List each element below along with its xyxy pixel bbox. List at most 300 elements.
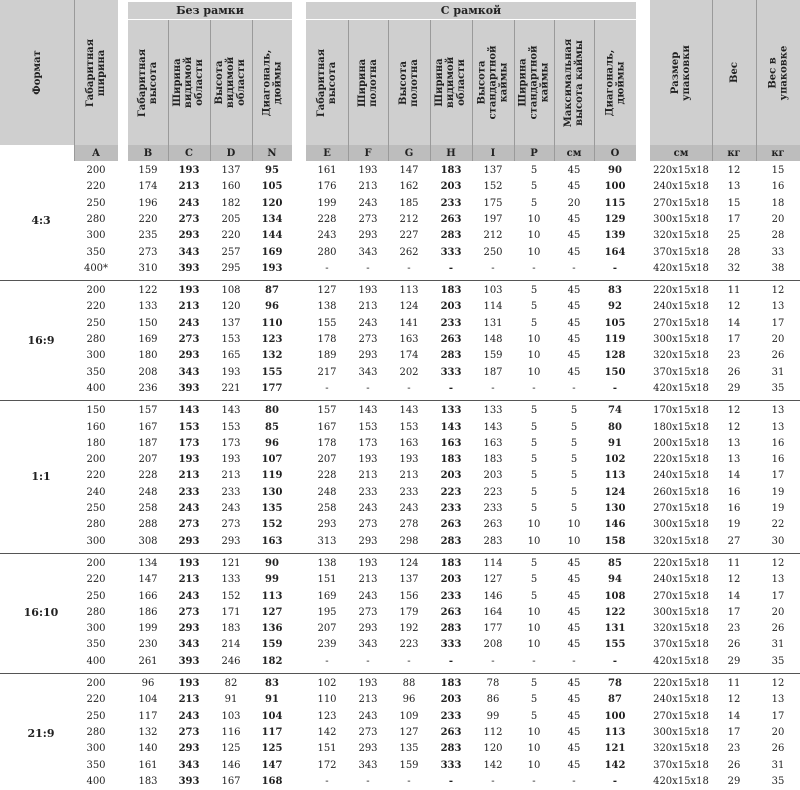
table-cell: 343 bbox=[178, 639, 200, 651]
table-cell: 193 bbox=[178, 557, 200, 569]
table-cell: 273 bbox=[178, 606, 200, 618]
table-cell: 350 bbox=[86, 246, 106, 258]
table-cell: 14 bbox=[727, 590, 741, 602]
col-P-header: Ширина стандартной каймы bbox=[517, 45, 551, 120]
table-cell: 113 bbox=[604, 470, 626, 482]
table-cell: 45 bbox=[567, 317, 581, 329]
table-cell: 333 bbox=[440, 639, 462, 651]
table-cell: 45 bbox=[567, 301, 581, 313]
table-cell: 12 bbox=[771, 285, 785, 297]
table-cell: 236 bbox=[138, 382, 158, 394]
group-no-frame: Без рамки bbox=[128, 2, 292, 19]
format-label: 4:3 bbox=[31, 213, 51, 227]
table-cell: 157 bbox=[138, 405, 158, 417]
table-cell: - bbox=[572, 382, 576, 394]
table-cell: 193 bbox=[399, 454, 419, 466]
table-cell: - bbox=[325, 262, 329, 274]
table-cell: 220 bbox=[86, 181, 106, 193]
table-cell: 45 bbox=[567, 350, 581, 362]
table-cell: 164 bbox=[483, 606, 503, 618]
col-weight-pack-header: Вес в упаковке bbox=[767, 45, 789, 100]
table-cell: 313 bbox=[317, 535, 337, 547]
table-cell: 167 bbox=[221, 775, 241, 787]
table-cell: 96 bbox=[141, 678, 155, 689]
table-cell: 5 bbox=[530, 421, 538, 433]
table-cell: 300x15x18 bbox=[653, 606, 709, 618]
col-G-header: Высота полотна bbox=[398, 58, 421, 107]
column-code: N bbox=[252, 145, 292, 161]
table-cell: 5 bbox=[530, 590, 538, 602]
table-cell: 10 bbox=[527, 639, 541, 651]
table-cell: 127 bbox=[483, 574, 503, 586]
table-cell: 220x15x18 bbox=[653, 165, 709, 176]
table-cell: 213 bbox=[399, 470, 419, 482]
table-cell: 180 bbox=[86, 437, 106, 449]
table-cell: 163 bbox=[440, 437, 462, 449]
table-cell: 143 bbox=[440, 421, 462, 433]
table-cell: 103 bbox=[221, 710, 241, 722]
table-cell: - bbox=[532, 775, 536, 787]
table-cell: 300 bbox=[86, 743, 106, 755]
table-cell: 273 bbox=[178, 519, 200, 531]
column-separator bbox=[388, 20, 389, 161]
column-code: H bbox=[430, 145, 472, 161]
table-cell: 320x15x18 bbox=[653, 535, 709, 547]
table-cell: 179 bbox=[399, 606, 419, 618]
table-cell: 142 bbox=[317, 726, 337, 738]
table-cell: 243 bbox=[399, 503, 419, 514]
table-cell: 273 bbox=[178, 726, 200, 738]
table-cell: 10 bbox=[527, 535, 541, 547]
table-cell: - bbox=[612, 775, 618, 787]
table-cell: 183 bbox=[483, 454, 503, 466]
col-weight-header: Вес bbox=[728, 62, 740, 83]
table-cell: 5 bbox=[530, 285, 538, 297]
table-cell: 243 bbox=[178, 710, 200, 722]
table-cell: 45 bbox=[567, 759, 581, 771]
table-cell: 220 bbox=[86, 694, 106, 706]
table-cell: 217 bbox=[317, 366, 337, 378]
table-cell: - bbox=[612, 262, 618, 274]
table-cell: 189 bbox=[317, 350, 337, 362]
table-cell: 33 bbox=[771, 246, 785, 258]
table-cell: 207 bbox=[317, 454, 337, 466]
table-cell: 91 bbox=[265, 694, 279, 706]
table-cell: 163 bbox=[399, 437, 419, 449]
table-cell: 31 bbox=[771, 366, 785, 378]
table-cell: 127 bbox=[261, 606, 283, 618]
table-cell: 108 bbox=[604, 590, 626, 602]
table-cell: 221 bbox=[221, 382, 241, 394]
table-cell: 182 bbox=[261, 655, 283, 667]
table-cell: 80 bbox=[608, 421, 622, 433]
table-cell: 10 bbox=[567, 519, 581, 531]
table-cell: 13 bbox=[771, 574, 785, 586]
table-cell: 144 bbox=[261, 230, 283, 242]
table-cell: 20 bbox=[771, 213, 785, 225]
col-A-header: Габаритная ширина bbox=[85, 38, 108, 107]
table-cell: 175 bbox=[483, 197, 503, 209]
format-label: 1:1 bbox=[31, 470, 51, 484]
table-cell: 124 bbox=[604, 486, 626, 498]
table-cell: 280 bbox=[317, 246, 337, 258]
table-cell: 17 bbox=[771, 317, 785, 329]
table-cell: 13 bbox=[771, 301, 785, 313]
table-cell: 120 bbox=[261, 197, 283, 209]
table-cell: 117 bbox=[261, 726, 283, 738]
table-cell: 147 bbox=[138, 574, 158, 586]
table-cell: 293 bbox=[178, 350, 200, 362]
table-cell: 208 bbox=[483, 639, 503, 651]
table-cell: 143 bbox=[221, 405, 241, 417]
table-cell: 28 bbox=[727, 246, 741, 258]
table-cell: 320x15x18 bbox=[653, 743, 709, 755]
table-cell: 91 bbox=[224, 694, 238, 706]
table-cell: 278 bbox=[399, 519, 419, 531]
table-cell: 370x15x18 bbox=[653, 639, 709, 651]
table-cell: 200 bbox=[86, 285, 106, 297]
table-cell: 13 bbox=[727, 181, 741, 193]
table-cell: 283 bbox=[440, 535, 462, 547]
table-cell: 283 bbox=[440, 230, 462, 242]
table-cell: 298 bbox=[399, 535, 419, 547]
table-cell: 17 bbox=[727, 726, 741, 738]
table-cell: 193 bbox=[178, 678, 200, 689]
table-cell: 258 bbox=[317, 503, 337, 514]
table-cell: 45 bbox=[567, 165, 581, 176]
table-cell: 273 bbox=[358, 334, 378, 345]
table-cell: 193 bbox=[178, 454, 200, 466]
table-cell: 17 bbox=[771, 470, 785, 482]
table-cell: 183 bbox=[440, 165, 462, 176]
table-cell: 233 bbox=[440, 197, 462, 209]
col-I-header: Высота стандартной каймы bbox=[476, 45, 510, 120]
table-cell: 113 bbox=[399, 285, 419, 297]
table-cell: 5 bbox=[570, 454, 578, 466]
column-code: кг bbox=[712, 145, 756, 161]
table-cell: 5 bbox=[570, 503, 578, 514]
table-cell: 240x15x18 bbox=[653, 574, 709, 586]
table-cell: 193 bbox=[358, 165, 378, 176]
table-cell: 159 bbox=[399, 759, 419, 771]
table-cell: 17 bbox=[727, 213, 741, 225]
format-label: 21:9 bbox=[27, 726, 55, 740]
table-cell: 263 bbox=[483, 519, 503, 531]
table-cell: 134 bbox=[261, 213, 283, 225]
table-cell: 158 bbox=[604, 535, 626, 547]
table-cell: 243 bbox=[178, 197, 200, 209]
table-cell: 17 bbox=[727, 334, 741, 345]
column-separator bbox=[472, 20, 473, 161]
table-cell: 370x15x18 bbox=[653, 246, 709, 258]
table-cell: 168 bbox=[261, 775, 283, 787]
table-cell: 170x15x18 bbox=[653, 405, 709, 417]
table-cell: 213 bbox=[358, 301, 378, 313]
table-cell: 11 bbox=[727, 557, 741, 569]
table-cell: 171 bbox=[221, 606, 241, 618]
table-cell: 162 bbox=[399, 181, 419, 193]
table-cell: 112 bbox=[483, 726, 503, 738]
table-cell: 280 bbox=[86, 519, 106, 531]
table-cell: 169 bbox=[138, 334, 158, 345]
table-cell: 153 bbox=[358, 421, 378, 433]
table-cell: 132 bbox=[261, 350, 283, 362]
table-cell: 152 bbox=[483, 181, 503, 193]
table-cell: 155 bbox=[261, 366, 283, 378]
table-cell: 177 bbox=[261, 382, 283, 394]
table-cell: 283 bbox=[440, 623, 462, 635]
table-cell: - bbox=[407, 775, 411, 787]
table-cell: 169 bbox=[261, 246, 283, 258]
table-cell: 207 bbox=[317, 623, 337, 635]
table-cell: 137 bbox=[483, 165, 503, 176]
table-cell: 14 bbox=[727, 317, 741, 329]
table-cell: 5 bbox=[570, 470, 578, 482]
table-cell: 214 bbox=[221, 639, 241, 651]
table-cell: 10 bbox=[527, 623, 541, 635]
table-cell: 133 bbox=[483, 405, 503, 417]
table-cell: 199 bbox=[317, 197, 337, 209]
table-cell: 85 bbox=[265, 421, 279, 433]
table-cell: 167 bbox=[138, 421, 158, 433]
table-cell: 87 bbox=[265, 285, 279, 297]
table-cell: 243 bbox=[178, 590, 200, 602]
table-cell: 78 bbox=[486, 678, 500, 689]
table-cell: 159 bbox=[483, 350, 503, 362]
table-cell: - bbox=[366, 382, 370, 394]
table-cell: 137 bbox=[221, 165, 241, 176]
table-cell: 228 bbox=[317, 213, 337, 225]
table-cell: - bbox=[532, 262, 536, 274]
table-cell: 45 bbox=[567, 639, 581, 651]
table-cell: 200x15x18 bbox=[653, 437, 709, 449]
col-H-header: Ширина видимой области bbox=[434, 56, 468, 109]
table-cell: 5 bbox=[530, 470, 538, 482]
table-cell: 350 bbox=[86, 366, 106, 378]
table-cell: 16 bbox=[727, 486, 741, 498]
table-cell: 108 bbox=[221, 285, 241, 297]
table-cell: 87 bbox=[608, 694, 622, 706]
table-cell: 5 bbox=[530, 301, 538, 313]
table-cell: 203 bbox=[440, 301, 462, 313]
table-cell: 195 bbox=[317, 606, 337, 618]
table-cell: 10 bbox=[527, 759, 541, 771]
table-cell: 288 bbox=[138, 519, 158, 531]
table-cell: 293 bbox=[178, 623, 200, 635]
table-cell: 10 bbox=[527, 743, 541, 755]
table-cell: 100 bbox=[604, 181, 626, 193]
column-code: O bbox=[594, 145, 636, 161]
table-cell: 121 bbox=[604, 743, 626, 755]
table-cell: 293 bbox=[358, 743, 378, 755]
table-cell: 5 bbox=[530, 503, 538, 514]
table-cell: 213 bbox=[178, 574, 200, 586]
table-cell: 193 bbox=[221, 366, 241, 378]
table-cell: 10 bbox=[527, 519, 541, 531]
table-cell: 12 bbox=[727, 574, 741, 586]
table-cell: 159 bbox=[138, 165, 158, 176]
table-cell: - bbox=[407, 655, 411, 667]
table-cell: 13 bbox=[727, 437, 741, 449]
table-cell: 193 bbox=[178, 285, 200, 297]
table-cell: 203 bbox=[440, 694, 462, 706]
table-cell: 233 bbox=[440, 710, 462, 722]
table-cell: 233 bbox=[178, 486, 200, 498]
table-cell: 343 bbox=[178, 759, 200, 771]
table-cell: 300 bbox=[86, 535, 106, 547]
table-cell: 5 bbox=[530, 405, 538, 417]
table-cell: 26 bbox=[771, 743, 785, 755]
col-C-header: Ширина видимой области bbox=[172, 56, 206, 109]
table-cell: - bbox=[612, 655, 618, 667]
table-cell: 164 bbox=[604, 246, 626, 258]
table-cell: 104 bbox=[138, 694, 158, 706]
table-cell: 10 bbox=[527, 213, 541, 225]
table-cell: 293 bbox=[178, 743, 200, 755]
table-cell: 240x15x18 bbox=[653, 694, 709, 706]
col-pack-header: Размер упаковки bbox=[670, 44, 692, 101]
table-cell: 80 bbox=[265, 405, 279, 417]
table-cell: 183 bbox=[440, 678, 462, 689]
table-cell: 223 bbox=[399, 639, 419, 651]
table-cell: 90 bbox=[608, 165, 622, 176]
table-cell: 5 bbox=[530, 486, 538, 498]
table-cell: 174 bbox=[138, 181, 158, 193]
table-cell: 246 bbox=[221, 655, 241, 667]
table-cell: 270x15x18 bbox=[653, 503, 709, 514]
table-cell: 114 bbox=[483, 301, 503, 313]
column-separator bbox=[594, 20, 595, 161]
table-cell: 187 bbox=[483, 366, 503, 378]
table-cell: 12 bbox=[727, 421, 741, 433]
table-cell: 293 bbox=[221, 535, 241, 547]
table-cell: 178 bbox=[317, 437, 337, 449]
table-cell: - bbox=[448, 262, 454, 274]
table-cell: 233 bbox=[483, 503, 503, 514]
table-cell: 5 bbox=[530, 165, 538, 176]
table-cell: 233 bbox=[399, 486, 419, 498]
table-cell: 12 bbox=[727, 165, 741, 176]
table-cell: 103 bbox=[483, 285, 503, 297]
table-cell: 283 bbox=[440, 743, 462, 755]
table-cell: 45 bbox=[567, 606, 581, 618]
table-cell: 13 bbox=[771, 694, 785, 706]
table-cell: 220 bbox=[221, 230, 241, 242]
table-cell: - bbox=[491, 655, 495, 667]
table-cell: 250 bbox=[86, 590, 106, 602]
table-cell: 109 bbox=[399, 710, 419, 722]
table-cell: 29 bbox=[727, 655, 741, 667]
table-cell: 136 bbox=[261, 623, 283, 635]
table-cell: 45 bbox=[567, 285, 581, 297]
table-cell: 243 bbox=[317, 230, 337, 242]
table-cell: 131 bbox=[483, 317, 503, 329]
table-cell: 31 bbox=[771, 639, 785, 651]
table-cell: 178 bbox=[317, 334, 337, 345]
table-cell: 150 bbox=[604, 366, 626, 378]
table-cell: 45 bbox=[567, 590, 581, 602]
table-cell: 133 bbox=[138, 301, 158, 313]
table-cell: 173 bbox=[178, 437, 200, 449]
table-cell: 243 bbox=[221, 503, 241, 514]
table-cell: 35 bbox=[771, 382, 785, 394]
table-cell: 130 bbox=[261, 486, 283, 498]
table-cell: 123 bbox=[261, 334, 283, 345]
table-cell: 169 bbox=[317, 590, 337, 602]
table-cell: 213 bbox=[178, 470, 200, 482]
table-cell: 233 bbox=[221, 486, 241, 498]
table-cell: 31 bbox=[771, 759, 785, 771]
table-cell: 295 bbox=[221, 262, 241, 274]
table-cell: 183 bbox=[440, 285, 462, 297]
table-cell: 320x15x18 bbox=[653, 623, 709, 635]
table-cell: 91 bbox=[608, 437, 622, 449]
table-cell: 26 bbox=[727, 639, 741, 651]
table-cell: 156 bbox=[399, 590, 419, 602]
column-code: кг bbox=[756, 145, 800, 161]
column-code: B bbox=[128, 145, 168, 161]
table-cell: 88 bbox=[402, 678, 416, 689]
table-cell: 248 bbox=[317, 486, 337, 498]
table-cell: 15 bbox=[727, 197, 741, 209]
table-cell: 105 bbox=[604, 317, 626, 329]
table-cell: 143 bbox=[483, 421, 503, 433]
table-cell: 176 bbox=[317, 181, 337, 193]
table-cell: 343 bbox=[358, 759, 378, 771]
table-cell: 102 bbox=[604, 454, 626, 466]
table-cell: 45 bbox=[567, 574, 581, 586]
table-cell: 293 bbox=[358, 623, 378, 635]
table-cell: 393 bbox=[178, 382, 200, 394]
table-cell: 127 bbox=[317, 285, 337, 297]
table-cell: 5 bbox=[530, 454, 538, 466]
table-cell: 343 bbox=[178, 246, 200, 258]
table-cell: 86 bbox=[486, 694, 500, 706]
column-separator bbox=[756, 0, 757, 161]
table-cell: 120 bbox=[483, 743, 503, 755]
table-cell: 263 bbox=[440, 334, 462, 345]
table-cell: 213 bbox=[178, 694, 200, 706]
table-cell: 320x15x18 bbox=[653, 230, 709, 242]
column-separator bbox=[554, 20, 555, 161]
table-cell: 220x15x18 bbox=[653, 454, 709, 466]
table-cell: 78 bbox=[608, 678, 622, 689]
table-cell: 239 bbox=[317, 639, 337, 651]
table-cell: 193 bbox=[221, 454, 241, 466]
table-cell: 113 bbox=[261, 590, 283, 602]
table-cell: 183 bbox=[440, 557, 462, 569]
table-cell: 5 bbox=[530, 437, 538, 449]
table-cell: 32 bbox=[727, 262, 741, 274]
table-cell: 16 bbox=[771, 454, 785, 466]
table-cell: 270x15x18 bbox=[653, 197, 709, 209]
format-label: 16:9 bbox=[27, 333, 55, 347]
table-cell: 10 bbox=[527, 334, 541, 345]
table-cell: 5 bbox=[530, 710, 538, 722]
table-cell: 27 bbox=[727, 535, 741, 547]
table-cell: 19 bbox=[771, 486, 785, 498]
table-cell: 143 bbox=[399, 405, 419, 417]
table-cell: 161 bbox=[138, 759, 158, 771]
table-cell: 153 bbox=[399, 421, 419, 433]
table-cell: 45 bbox=[567, 230, 581, 242]
table-cell: 151 bbox=[317, 574, 337, 586]
table-cell: 243 bbox=[358, 503, 378, 514]
table-cell: - bbox=[325, 775, 329, 787]
table-cell: 293 bbox=[358, 535, 378, 547]
table-cell: 143 bbox=[358, 405, 378, 417]
table-cell: 262 bbox=[399, 246, 419, 258]
